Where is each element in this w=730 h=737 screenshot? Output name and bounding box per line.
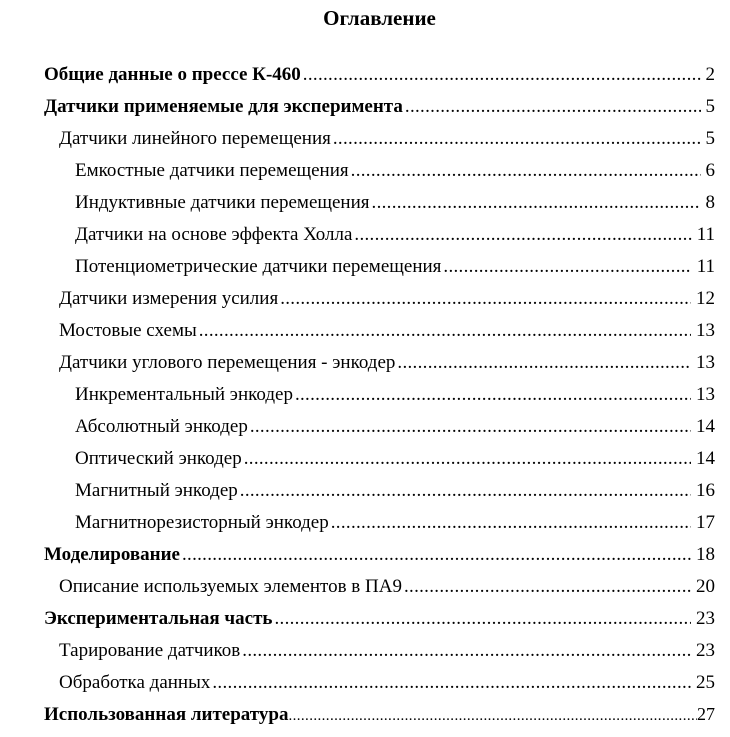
- toc-entry[interactable]: [44, 416, 715, 448]
- toc-entry[interactable]: [44, 160, 715, 192]
- toc-entry[interactable]: [44, 128, 715, 160]
- page-number: 14: [696, 416, 715, 437]
- dot-leader: [242, 640, 691, 662]
- page-number: 5: [705, 96, 715, 117]
- dot-leader: [280, 288, 691, 310]
- toc-entry[interactable]: [44, 288, 715, 320]
- dot-leader: [443, 256, 691, 278]
- toc-entry[interactable]: [44, 672, 715, 704]
- dot-leader: [274, 608, 691, 630]
- page-number: 13: [696, 320, 715, 341]
- page-number: 23: [696, 640, 715, 661]
- toc-entry[interactable]: [44, 320, 715, 352]
- page-number: 27: [697, 704, 715, 724]
- toc-entry-label: Тарирование датчиков: [59, 640, 241, 661]
- toc-entry-label: Использованная литература: [44, 704, 289, 725]
- toc-entry-label: Абсолютный энкодер: [75, 416, 248, 437]
- toc-entry[interactable]: [44, 576, 715, 608]
- toc-entry-label: Магнитный энкодер: [75, 480, 238, 501]
- page-number: 14: [696, 448, 715, 469]
- page-number: 20: [696, 576, 715, 597]
- toc-entry[interactable]: [44, 224, 715, 256]
- dot-leader: [405, 96, 701, 118]
- page-number: 18: [696, 544, 715, 565]
- toc-entry-label: Датчики применяемые для эксперимента: [44, 96, 403, 117]
- dot-leader: [397, 352, 691, 374]
- toc-entry[interactable]: [44, 480, 715, 512]
- toc-list: [44, 64, 715, 736]
- dot-leader: [303, 64, 701, 86]
- page-number: 13: [696, 352, 715, 373]
- dot-leader: [354, 224, 691, 246]
- page-number: 25: [696, 672, 715, 693]
- toc-entry-label: Датчики измерения усилия: [59, 288, 279, 309]
- toc-entry-label: Емкостные датчики перемещения: [75, 160, 349, 181]
- page-number: 6: [705, 160, 715, 181]
- toc-entry-label: Индуктивные датчики перемещения: [75, 192, 370, 213]
- toc-entry[interactable]: [44, 256, 715, 288]
- page-number: 11: [696, 224, 715, 245]
- toc-entry-label: Оптический энкодер: [75, 448, 242, 469]
- dot-leader: [331, 512, 691, 534]
- toc-entry-label: Инкрементальный энкодер: [75, 384, 293, 405]
- dot-leader: [182, 544, 691, 566]
- page-number: 16: [696, 480, 715, 501]
- toc-entry[interactable]: [44, 640, 715, 672]
- dot-leader: [244, 448, 691, 470]
- page-number: 12: [696, 288, 715, 309]
- toc-entry-label: Потенциометрические датчики перемещения: [75, 256, 442, 277]
- toc-entry-label: Обработка данных: [59, 672, 211, 693]
- dot-leader: [404, 576, 691, 598]
- dot-leader: [333, 128, 701, 150]
- toc-entry[interactable]: [44, 544, 715, 576]
- page-number: 23: [696, 608, 715, 629]
- toc-entry[interactable]: [44, 96, 715, 128]
- dot-leader: [372, 192, 701, 214]
- dot-leader: [240, 480, 691, 502]
- dot-leader: [295, 384, 691, 406]
- toc-entry-label: Магнитнорезисторный энкодер: [75, 512, 329, 533]
- page-title: Оглавление: [323, 6, 436, 30]
- dot-leader: [351, 160, 701, 182]
- toc-entry[interactable]: [44, 192, 715, 224]
- page-number: 2: [705, 64, 715, 85]
- toc-entry-label: Моделирование: [44, 544, 180, 565]
- dot-leader: [199, 320, 691, 342]
- toc-entry-label: Мостовые схемы: [59, 320, 197, 341]
- toc-entry-label: Датчики на основе эффекта Холла: [75, 224, 353, 245]
- page-number: 13: [696, 384, 715, 405]
- page-number: 11: [696, 256, 715, 277]
- toc-entry-label: Датчики линейного перемещения: [59, 128, 331, 149]
- toc-entry-label: Общие данные о прессе К-460: [44, 64, 301, 85]
- toc-entry[interactable]: [44, 384, 715, 416]
- dot-leader: [212, 672, 691, 694]
- toc-entry[interactable]: [44, 608, 715, 640]
- toc-entry[interactable]: [44, 64, 715, 96]
- toc-entry-label: Экспериментальная часть: [44, 608, 273, 629]
- toc-entry-label: Датчики углового перемещения - энкодер: [59, 352, 396, 373]
- toc-entry[interactable]: [44, 704, 715, 736]
- page-number: 5: [705, 128, 715, 149]
- toc-entry-label: Описание используемых элементов в ПА9: [59, 576, 402, 597]
- page-number: 17: [696, 512, 715, 533]
- page-number: 8: [705, 192, 715, 213]
- dot-leader: [288, 708, 697, 725]
- toc-entry[interactable]: [44, 512, 715, 544]
- dot-leader: [250, 416, 691, 438]
- toc-entry[interactable]: [44, 352, 715, 384]
- toc-entry[interactable]: [44, 448, 715, 480]
